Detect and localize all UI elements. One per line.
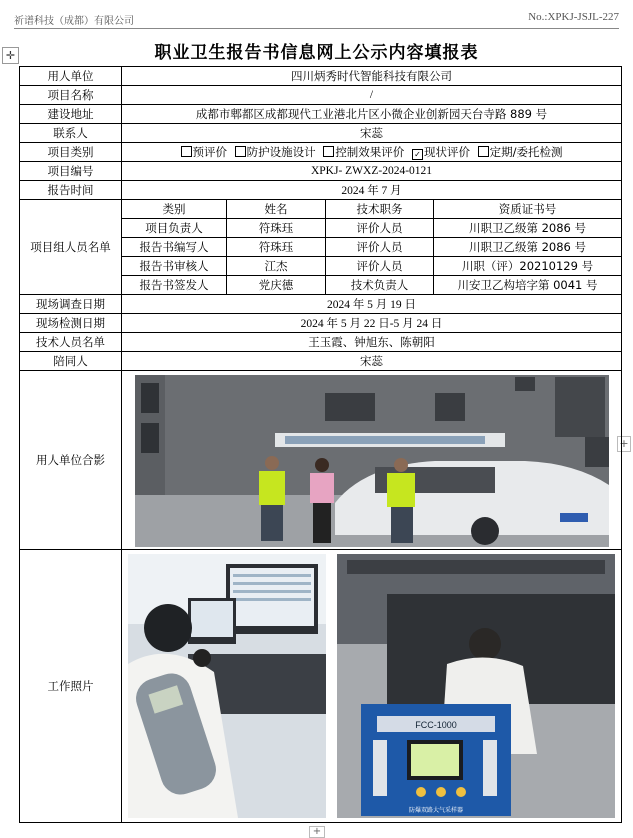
escort-label: 陪同人 (20, 352, 122, 371)
member-name: 江杰 (227, 257, 326, 276)
member-title: 评价人员 (326, 219, 434, 238)
team-header-cert: 资质证书号 (434, 200, 622, 219)
member-cert: 川职卫乙级第 2086 号 (434, 219, 622, 238)
table-move-handle-icon[interactable]: ✛ (2, 47, 19, 64)
contact-value: 宋蕊 (122, 124, 622, 143)
header-divider (14, 28, 619, 29)
group-photo-cell (122, 371, 622, 550)
project-name-label: 项目名称 (20, 86, 122, 105)
checkbox-icon[interactable] (478, 146, 489, 157)
header-doc-no: No.:XPKJ-JSJL-227 (528, 11, 619, 23)
project-type-options (122, 143, 622, 162)
group-photo (135, 375, 609, 547)
option-pre-evaluation[interactable]: 预评价 (181, 145, 228, 159)
option-protection-design[interactable]: 防护设施设计 (235, 145, 316, 159)
technicians-label: 技术人员名单 (20, 333, 122, 352)
member-name: 符珠珏 (227, 219, 326, 238)
work-photos-label: 工作照片 (20, 550, 122, 823)
device-name: 防爆双路大气采样器 (408, 807, 464, 814)
member-title: 评价人员 (326, 238, 434, 257)
project-name-value: / (122, 86, 622, 105)
survey-date-label: 现场调查日期 (20, 295, 122, 314)
test-date-value: 2024 年 5 月 22 日-5 月 24 日 (122, 314, 622, 333)
project-no-value: XPKJ- ZWXZ-2024-0121 (122, 162, 622, 181)
survey-date-value: 2024 年 5 月 19 日 (122, 295, 622, 314)
member-role: 报告书编写人 (122, 238, 227, 257)
page-title: 职业卫生报告书信息网上公示内容填报表 (154, 43, 479, 63)
device-model: FCC-1000 (415, 720, 457, 730)
report-time-label: 报告时间 (20, 181, 122, 200)
contact-label: 联系人 (20, 124, 122, 143)
member-role: 报告书审核人 (122, 257, 227, 276)
member-name: 符珠珏 (227, 238, 326, 257)
project-no-label: 项目编号 (20, 162, 122, 181)
member-title: 评价人员 (326, 257, 434, 276)
member-cert: 川职（评）20210129 号 (434, 257, 622, 276)
team-label: 项目组人员名单 (20, 200, 122, 295)
member-cert: 川安卫乙构培字第 0041 号 (434, 276, 622, 295)
work-photo-office (128, 554, 326, 818)
employer-value: 四川炳秀时代智能科技有限公司 (122, 67, 622, 86)
checkbox-checked-icon[interactable]: ✓ (412, 149, 423, 160)
checkbox-icon[interactable] (235, 146, 246, 157)
option-status-evaluation[interactable]: ✓ 现状评价 (412, 145, 470, 159)
address-label: 建设地址 (20, 105, 122, 124)
insert-column-icon[interactable]: + (617, 436, 631, 452)
team-header-title: 技术职务 (326, 200, 434, 219)
work-photos-cell (122, 550, 622, 823)
address-value: 成都市郫都区成都现代工业港北片区小微企业创新园天台寺路 889 号 (122, 105, 622, 124)
test-date-label: 现场检测日期 (20, 314, 122, 333)
work-photo-workshop (337, 554, 615, 818)
member-role: 项目负责人 (122, 219, 227, 238)
team-header-name: 姓名 (227, 200, 326, 219)
technicians-value: 王玉霞、钟旭东、陈朝阳 (122, 333, 622, 352)
escort-value: 宋蕊 (122, 352, 622, 371)
member-cert: 川职卫乙级第 2086 号 (434, 238, 622, 257)
employer-label: 用人单位 (20, 67, 122, 86)
checkbox-icon[interactable] (323, 146, 334, 157)
group-photo-label: 用人单位合影 (20, 371, 122, 550)
report-time-value: 2024 年 7 月 (122, 181, 622, 200)
member-title: 技术负责人 (326, 276, 434, 295)
checkbox-icon[interactable] (181, 146, 192, 157)
info-table (19, 66, 622, 823)
member-role: 报告书签发人 (122, 276, 227, 295)
header-company: 祈谱科技（成都）有限公司 (14, 16, 134, 27)
insert-row-icon[interactable]: + (309, 826, 325, 838)
option-periodic-testing[interactable]: 定期/委托检测 (478, 145, 563, 159)
team-header-role: 类别 (122, 200, 227, 219)
member-name: 党庆德 (227, 276, 326, 295)
option-control-effect[interactable]: 控制效果评价 (323, 145, 404, 159)
project-type-label: 项目类别 (20, 143, 122, 162)
